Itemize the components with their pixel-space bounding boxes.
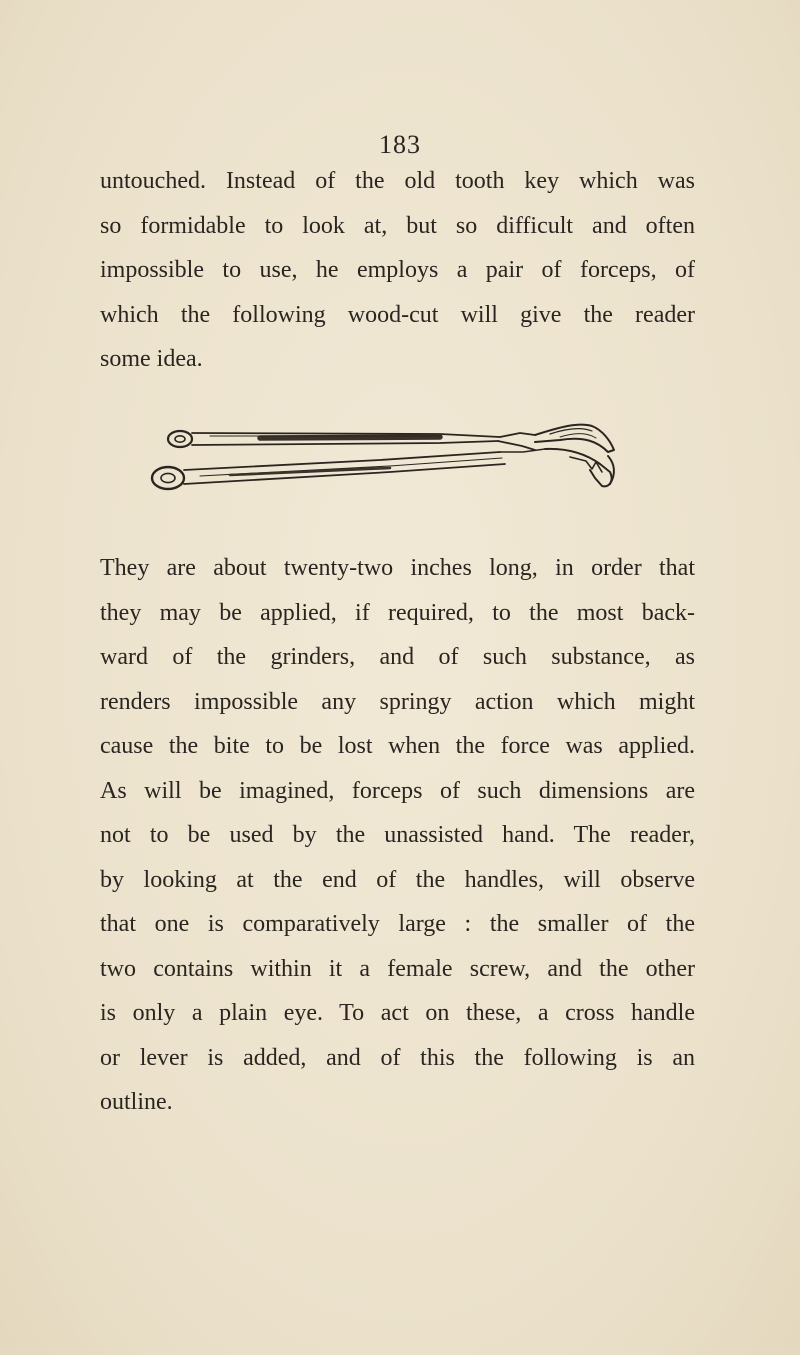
text-line: ward of the grinders, and of such substance, as [100, 644, 695, 670]
text-line: is only a plain eye. To act on these, a cross handle [100, 1000, 695, 1026]
text-line: cause the bite to be lost when the force was applied. [100, 733, 695, 759]
forceps-woodcut-illustration [140, 412, 630, 502]
paragraph-2 [100, 546, 695, 1125]
text-line: they may be applied, if required, to the most back- [100, 599, 695, 626]
text-line: impossible to use, he employs a pair of forceps, of [100, 257, 695, 283]
lower-jaw [545, 449, 612, 486]
text-line: by looking at the end of the handles, will observe [100, 866, 695, 893]
text-line: renders impossible any springy action which might [100, 688, 695, 715]
text-line: that one is comparatively large : the smaller of the [100, 911, 695, 937]
text-line: so formidable to look at, but so difficult and often [100, 212, 695, 239]
upper-handle-eye [168, 431, 192, 447]
lower-handle-eye [152, 467, 184, 489]
text-line: outline. [100, 1089, 173, 1115]
text-line: which the following wood-cut will give the reader [100, 301, 695, 328]
text-line: As will be imagined, forceps of such dimensions are [100, 777, 695, 804]
text-line: two contains within it a female screw, and the other [100, 955, 695, 982]
forceps-joint [498, 433, 535, 450]
text-line: or lever is added, and of this the following is an [100, 1044, 695, 1071]
page-number: 183 [379, 130, 421, 159]
text-line: untouched. Instead of the old tooth key which was [100, 168, 695, 194]
paragraph-1 [100, 159, 695, 382]
text-line: They are about twenty-two inches long, in order that [100, 555, 695, 581]
text-line: not to be used by the unassisted hand. The reader, [100, 822, 695, 848]
text-line: some idea. [100, 346, 203, 372]
